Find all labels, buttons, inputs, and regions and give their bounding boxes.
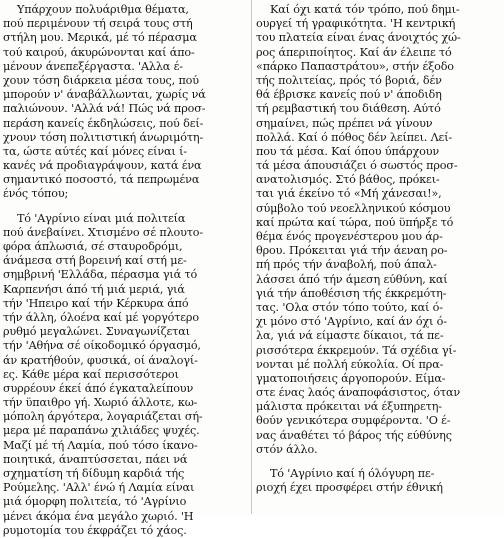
text-line: ανατολισμός. Στό βάθος, πρόκει- — [256, 173, 440, 187]
paragraph-gap — [256, 457, 501, 467]
text-line: κανές νά προδιαγράψουν, κατά ένα — [3, 159, 202, 173]
text-line: τας. 'Ολα στόν τόπο τούτο, καί ό- — [256, 300, 443, 314]
text-line: ες. Κάθε μέρα καί περισσότεροι — [3, 367, 179, 381]
text-line: άνάμεσα στή βορεινή καί στή με- — [3, 254, 187, 268]
text-line: του πλατεία είναι ένας άνοιχτός χώ- — [256, 31, 461, 45]
text-line: πού άνεβαίνει. Χτισμένο σέ πλουτο- — [3, 225, 204, 239]
text-line: ρυθμό μεγαλώνει. Συναγωνίζεται — [3, 325, 190, 339]
text-line: νας άναθέτει τό βάρος τής εύθύνης — [256, 428, 452, 442]
text-line: που τά μέσα. Καί όπου ύπάρχουν — [256, 144, 440, 158]
text-line: πή πρός τήν άναβολή, πού άπαλ- — [256, 258, 437, 272]
text-line: τήν ϋπαιθρο γή. Χωριό άλλοτε, κω- — [3, 396, 198, 410]
text-line: τού καιρού, άκυρώνονται καί άπο- — [3, 45, 195, 59]
text-line: σημβρινή 'Ελλάδα, πέρασμα γιά τό — [3, 268, 198, 282]
text-line: τα, ώστε αύτές καί μόνες είναι ί- — [3, 144, 187, 158]
text-line: τά μέσα άπουσιάζει ό σωστός προσ- — [256, 159, 458, 173]
text-line: «πάρκο Παπαστράτου», στήν έξοδο — [256, 59, 454, 73]
text-line: ρισσότερα έκκρεμούν. Τά σχέδια γί- — [256, 343, 457, 357]
text-line: Τό 'Αγρίνιο είναι μιά πολιτεία — [17, 211, 186, 225]
text-line: τήν 'Αθήνα σέ οίκοδομικό όργασμό, — [3, 339, 201, 353]
text-line: ουργεί τή γραφικότητα. 'Η κεντρική — [256, 17, 456, 31]
text-line: Ρούμελης. 'Αλλ' ένώ ή Λαμία είναι — [3, 481, 195, 495]
text-line: γματοποιήσεις άργοπορούν. Είμα- — [256, 371, 446, 385]
paragraph-2 — [3, 212, 248, 538]
text-line: συρρέουν έκεί άπό έγκαταλείπουν — [3, 381, 194, 395]
text-line: θέμα ένός προγενέστερου μου άρ- — [256, 230, 443, 243]
text-line: σχηματίση τή δίδυμη καρδιά τής — [3, 467, 185, 480]
text-line: χουν τόση διάρκεια μέσα τους, πού — [3, 73, 199, 87]
text-line: χνουν τόση πολιτιστική άνωριμότη- — [3, 130, 204, 144]
text-line: περάση κανείς έκδηλώσεις, πού δεί- — [3, 116, 204, 130]
text-line: λα, γιά νά είμαστε δίκαιοι, τά πε- — [256, 329, 444, 343]
column-divider — [251, 0, 252, 514]
text-line: θρου. Πρόκειται γιά τήν άεναη ρο- — [256, 244, 448, 258]
text-line: πολλά. Καί ό πόθος δέν λείπει. Λεί- — [256, 130, 453, 144]
text-line: χι μόνο στό 'Αγρίνιο, καί άν όχι ό- — [256, 315, 447, 329]
text-line: σύμβολο τού νεοελληνικού κόσμου — [256, 201, 451, 215]
text-line: μένει άκόμα ένα μεγάλο χωριό. 'Η — [3, 509, 194, 523]
text-line: ένός τόπου; — [3, 187, 69, 201]
text-line: ποιητικά, άναπτύσσεται, πάει νά — [3, 452, 188, 466]
text-line: τής πολιτείας, πρός τό βοριά, δέν — [256, 73, 442, 87]
text-line: καί πρώτα καί τώρα, πού ϋπήρξε τό — [256, 215, 454, 229]
text-line: σημαίνει, πώς πρέπει νά γίνουν — [256, 116, 433, 130]
text-line: στε ένας λαός άναποφάσιστος, όταν — [256, 386, 461, 400]
text-line: τήν 'Ηπειρο καί τήν Κέρκυρα άπό — [3, 296, 189, 310]
text-line: Υπάρχουν πολυάριθμα θέματα, — [17, 3, 189, 16]
paragraph-3 — [256, 3, 501, 457]
text-line: μάλιστα πρόκειται νά έξυπηρετη- — [256, 400, 442, 414]
text-line: ρος άπεριποίητος. Καί άν έλειπε τό — [256, 45, 452, 59]
text-line: λάσσει άπό τήν άμεση εύθύνη, καί — [256, 272, 448, 286]
text-line: Τό 'Αγρίνιο καί ή όλόγυρη πε- — [270, 467, 435, 480]
text-line: μιά όμορφη πολιτεία, τό 'Αγρίνιο — [3, 495, 187, 509]
text-line: παλιώνουν. 'Αλλά νά! Πώς νά προσ- — [3, 102, 206, 116]
paragraph-1 — [3, 3, 248, 202]
text-line: τήν άλλη, όλοένα καί μέ γοργότερο — [3, 310, 199, 324]
text-line: τή ρεμβαστική του διάθεση. Αύτό — [256, 102, 441, 116]
text-line: θά έβρισκε κανείς πού ν' άποδιδη — [256, 88, 442, 102]
text-line: ται γιά έκείνο τό «Μή χάνεσαι!», — [256, 187, 442, 201]
text-line: μένουν άνεπεξέργαστα. 'Αλλα έ- — [3, 59, 183, 73]
text-line: άν κρατήθούν, φυσικά, οί άναλογί- — [3, 353, 198, 367]
text-line: μερα μέ παραπάνω χιλιάδες ψυχές. — [3, 424, 200, 438]
text-line: φόρα άπλωσιά, σέ σταυροδρόμι, — [3, 240, 183, 253]
text-line: θούν γενικότερα συμφέροντα. 'Ο έ- — [256, 414, 451, 428]
text-line: γιά τήν άποθέσιση τής έκκρεμότη- — [256, 286, 447, 300]
left-column — [3, 3, 248, 538]
text-line: μπορούν ν' άναβάλλωνται, χωρίς νά — [3, 88, 206, 102]
text-line: ρυμοτομία του έκφράζει τό χάος. — [3, 523, 187, 537]
text-line: στήλη μου. Μερικά, μέ τό πέρασμα — [3, 31, 197, 45]
text-line: ριοχή έχει προσφέρει στήν έθνική — [256, 481, 443, 495]
text-line: στόν άλλο. — [256, 442, 318, 456]
text-line: πού περιμένουν τή σειρά τους στή — [3, 17, 193, 31]
paragraph-4 — [256, 467, 501, 495]
text-line: Καί όχι κατά τόν τρόπο, πού δημι- — [270, 3, 460, 16]
paragraph-gap — [3, 202, 248, 212]
right-column — [256, 3, 501, 495]
text-line: Καρπενήσι άπό τή μιά μεριά, γιά — [3, 282, 185, 296]
text-line: μόπολη άργότερα, λογαριάζεται σή- — [3, 410, 203, 424]
text-line: σημαντικό ποσοστό, τά πεπρωμένα — [3, 173, 200, 187]
text-line: Μαζί μέ τή Λαμία, πού τόσο ίκανο- — [3, 438, 198, 452]
text-line: νονται μέ πολλή εύκολία. Οί πρα- — [256, 357, 444, 371]
